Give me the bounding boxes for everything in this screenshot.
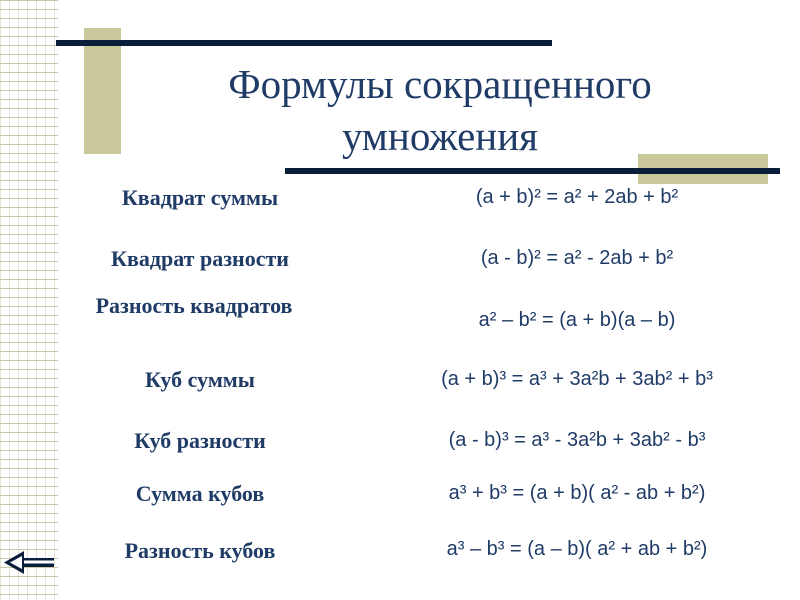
bottom-accent-bar [285, 168, 780, 174]
title-line-2: умножения [341, 113, 539, 159]
formula-name: Разность квадратов [95, 293, 293, 318]
title-line-1: Формулы сокращенного [228, 61, 652, 107]
formula-expression: a³ + b³ = (a + b)( a² - ab + b²) [448, 482, 706, 504]
page-title [150, 58, 730, 162]
top-accent-bar [56, 40, 552, 46]
formula-expression: (a - b)² = a² - 2ab + b² [480, 247, 674, 269]
formula-name: Куб суммы [145, 367, 255, 392]
back-arrow-icon[interactable] [2, 548, 58, 576]
formula-expression: a² – b² = (a + b)(a – b) [478, 309, 676, 331]
formula-name: Сумма кубов [135, 481, 265, 506]
formula-name: Разность кубов [124, 538, 276, 563]
formula-expression: (a + b)² = a² + 2ab + b² [475, 186, 679, 208]
formula-expression: (a + b)³ = a³ + 3a²b + 3ab² + b³ [441, 368, 713, 390]
formula-expression: (a - b)³ = a³ - 3a²b + 3ab² - b³ [448, 429, 706, 451]
formula-expression: a³ – b³ = (a – b)( a² + ab + b²) [446, 538, 708, 560]
formula-name: Квадрат суммы [121, 185, 279, 210]
olive-block-top [84, 28, 121, 154]
formula-name: Квадрат разности [111, 246, 289, 271]
formula-name: Куб разности [134, 428, 266, 453]
